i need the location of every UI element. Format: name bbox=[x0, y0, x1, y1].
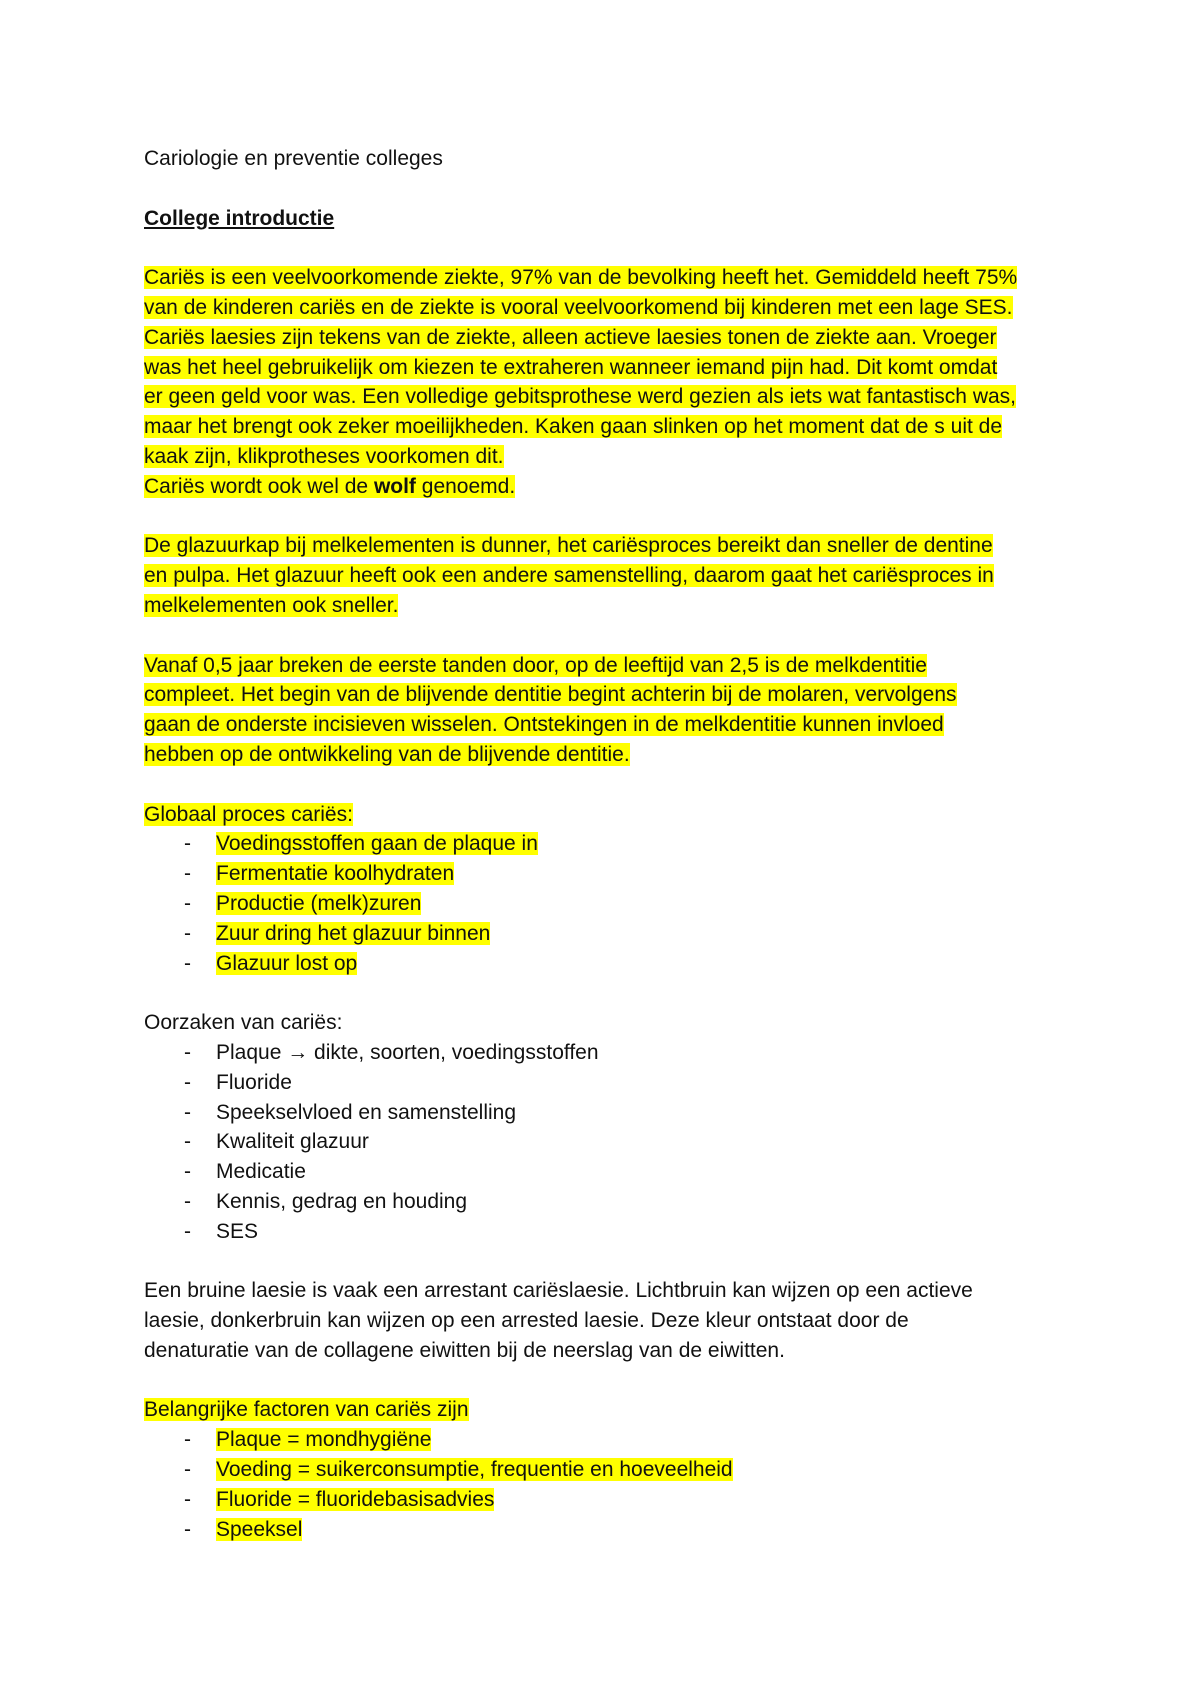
paragraph-line: Een bruine laesie is vaak een arrestant cariëslaesie. Lichtbruin kan wijzen op een actieve bbox=[144, 1279, 973, 1303]
list-bullet: - bbox=[184, 832, 191, 856]
list-bullet: - bbox=[184, 1487, 191, 1511]
paragraph-line: Cariës is een veelvoorkomende ziekte, 97% van de bevolking heeft het. Gemiddeld heeft 75% bbox=[144, 266, 1018, 290]
list-item: - Speekselvloed en samenstelling bbox=[144, 1098, 1074, 1128]
paragraph-line: van de kinderen cariës en de ziekte is vooral veelvoorkomend bij kinderen met een lage SES. bbox=[144, 295, 1013, 319]
paragraph-line: gaan de onderste incisieven wisselen. Ontstekingen in de melkdentitie kunnen invloed bbox=[144, 713, 944, 737]
paragraph-line: hebben op de ontwikkeling van de blijvende dentitie. bbox=[144, 742, 630, 766]
paragraph-line: Cariës laesies zijn tekens van de ziekte, alleen actieve laesies tonen de ziekte aan. Vroeger bbox=[144, 325, 997, 349]
list-item: - Plaque → dikte, soorten, voedingsstoffen bbox=[144, 1038, 1074, 1068]
list-globaal-proces bbox=[144, 800, 1074, 979]
paragraph-line: Cariës wordt ook wel de wolf genoemd. bbox=[144, 474, 516, 498]
list-bullet: - bbox=[184, 1517, 191, 1541]
list-bullet: - bbox=[184, 1040, 191, 1064]
list-item: - Productie (melk)zuren bbox=[144, 889, 1074, 919]
list-bullet: - bbox=[184, 1428, 191, 1452]
list-item: - Medicatie bbox=[144, 1157, 1074, 1187]
paragraph-line: kaak zijn, klikprotheses voorkomen dit. bbox=[144, 444, 504, 468]
paragraph-dentitie bbox=[144, 651, 1074, 770]
paragraph-line: melkelementen ook sneller. bbox=[144, 593, 399, 617]
list-bullet: - bbox=[184, 1189, 191, 1213]
list-item: - Fluoride = fluoridebasisadvies bbox=[144, 1485, 1074, 1515]
section-heading: College introductie bbox=[144, 206, 335, 230]
bold-term: wolf bbox=[373, 474, 416, 498]
list-bullet: - bbox=[184, 1070, 191, 1094]
document-title: Cariologie en preventie colleges bbox=[144, 147, 443, 170]
list-item: - Voeding = suikerconsumptie, frequentie en hoeveelheid bbox=[144, 1455, 1074, 1485]
paragraph-line: Vanaf 0,5 jaar breken de eerste tanden door, op de leeftijd van 2,5 is de melkdentitie bbox=[144, 653, 927, 677]
document-body bbox=[144, 144, 1074, 1544]
list-item: - Glazuur lost op bbox=[144, 949, 1074, 979]
list-item: - Fluoride bbox=[144, 1068, 1074, 1098]
list-bullet: - bbox=[184, 1219, 191, 1243]
paragraph-line: maar het brengt ook zeker moeilijkheden. Kaken gaan slinken op het moment dat de s uit de bbox=[144, 415, 1003, 439]
list-item: - Voedingsstoffen gaan de plaque in bbox=[144, 829, 1074, 859]
paragraph-bruine-laesie bbox=[144, 1276, 1074, 1365]
list-bullet: - bbox=[184, 1100, 191, 1124]
list-item: - Kwaliteit glazuur bbox=[144, 1127, 1074, 1157]
paragraph-line: en pulpa. Het glazuur heeft ook een andere samenstelling, daarom gaat het cariësproces in bbox=[144, 564, 994, 588]
paragraph-line: De glazuurkap bij melkelementen is dunner, het cariësproces bereikt dan sneller de dentine bbox=[144, 534, 993, 558]
list-item: - Speeksel bbox=[144, 1515, 1074, 1545]
list-item: - Fermentatie koolhydraten bbox=[144, 859, 1074, 889]
list-belangrijke-factoren bbox=[144, 1395, 1074, 1544]
list-bullet: - bbox=[184, 891, 191, 915]
paragraph-glazuurkap bbox=[144, 531, 1074, 620]
list-title: Oorzaken van cariës: bbox=[144, 1011, 343, 1035]
list-bullet: - bbox=[184, 921, 191, 945]
list-title: Globaal proces cariës: bbox=[144, 802, 353, 826]
list-item: - Zuur dring het glazuur binnen bbox=[144, 919, 1074, 949]
list-bullet: - bbox=[184, 1130, 191, 1154]
list-bullet: - bbox=[184, 862, 191, 886]
list-title: Belangrijke factoren van cariës zijn bbox=[144, 1398, 469, 1422]
paragraph-line: er geen geld voor was. Een volledige gebitsprothese werd gezien als iets wat fantastisch was, bbox=[144, 385, 1016, 409]
list-bullet: - bbox=[184, 951, 191, 975]
list-item: - Kennis, gedrag en houding bbox=[144, 1187, 1074, 1217]
paragraph-line: denaturatie van de collagene eiwitten bij de neerslag van de eiwitten. bbox=[144, 1338, 785, 1362]
list-item: - SES bbox=[144, 1217, 1074, 1247]
list-bullet: - bbox=[184, 1160, 191, 1184]
list-oorzaken bbox=[144, 1008, 1074, 1246]
paragraph-line: was het heel gebruikelijk om kiezen te extraheren wanneer iemand pijn had. Dit komt omdat bbox=[144, 355, 998, 379]
list-bullet: - bbox=[184, 1458, 191, 1482]
paragraph-intro bbox=[144, 263, 1074, 501]
paragraph-line: compleet. Het begin van de blijvende dentitie begint achterin bij de molaren, vervolgens bbox=[144, 683, 957, 707]
list-item: - Plaque = mondhygiëne bbox=[144, 1425, 1074, 1455]
paragraph-line: laesie, donkerbruin kan wijzen op een arrested laesie. Deze kleur ontstaat door de bbox=[144, 1309, 909, 1333]
